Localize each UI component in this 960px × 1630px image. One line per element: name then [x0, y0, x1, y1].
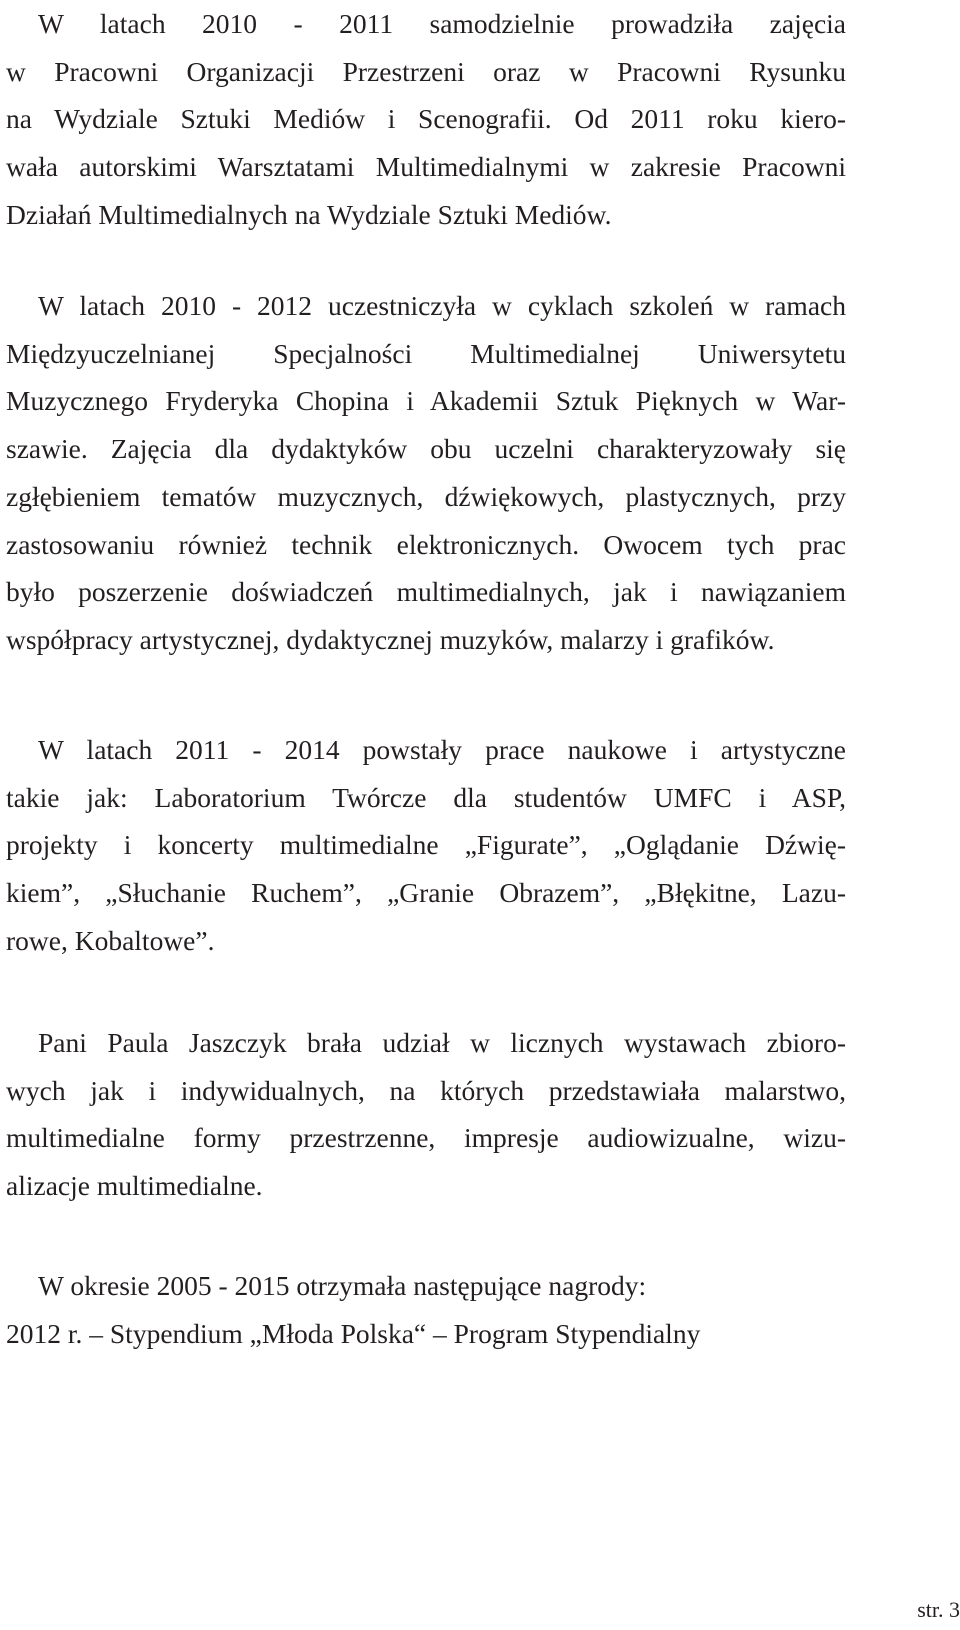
text-line: wała autorskimi Warsztatami Multimedialnymi w zakresie Pracowni	[6, 151, 846, 183]
award-line: 2012 r. – Stypendium „Młoda Polska“ – Program Stypendialny	[6, 1317, 701, 1349]
text-line: W latach 2011 - 2014 powstały prace naukowe i artystyczne	[38, 734, 846, 765]
text-line: projekty i koncerty multimedialne „Figurate”, „Oglądanie Dźwię-	[6, 829, 846, 861]
text-line: W latach 2010 - 2012 uczestniczyła w cyklach szkoleń w ramach	[38, 290, 846, 321]
text-line: takie jak: Laboratorium Twórcze dla studentów UMFC i ASP,	[6, 781, 846, 813]
text-line: Międzyuczelnianej Specjalności Multimedialnej Uniwersytetu	[6, 337, 846, 369]
text-line: wych jak i indywidualnych, na których przedstawiała malarstwo,	[6, 1074, 846, 1106]
text-line: zastosowaniu również technik elektronicznych. Owocem tych prac	[6, 528, 846, 560]
text-line: na Wydziale Sztuki Mediów i Scenografii. Od 2011 roku kiero-	[6, 103, 846, 135]
page-number: str. 3	[917, 1597, 960, 1622]
text-line: Działań Multimedialnych na Wydziale Sztuki Mediów.	[6, 198, 612, 230]
text-line: W okresie 2005 - 2015 otrzymała następujące nagrody:	[38, 1270, 647, 1301]
paragraph-training-2010-2012	[6, 282, 846, 664]
text-line: współpracy artystycznej, dydaktycznej muzyków, malarzy i grafików.	[6, 623, 775, 655]
text-line: multimedialne formy przestrzenne, impresje audiowizualne, wizu-	[6, 1122, 846, 1154]
paragraph-works-2011-2014	[6, 726, 846, 965]
text-line: szawie. Zajęcia dla dydaktyków obu uczelni charakteryzowały się	[6, 433, 846, 465]
text-line: rowe, Kobaltowe”.	[6, 924, 215, 956]
text-line: Pani Paula Jaszczyk brała udział w licznych wystawach zbioro-	[38, 1027, 846, 1058]
text-line: było poszerzenie doświadczeń multimedialnych, jak i nawiązaniem	[6, 576, 846, 608]
paragraph-exhibitions	[6, 1019, 846, 1210]
text-line: Muzycznego Fryderyka Chopina i Akademii Sztuk Pięknych w War-	[6, 385, 846, 417]
text-line: w Pracowni Organizacji Przestrzeni oraz w Pracowni Rysunku	[6, 55, 846, 87]
text-line: kiem”, „Słuchanie Ruchem”, „Granie Obrazem”, „Błękitne, Lazu-	[6, 877, 846, 909]
text-line: W latach 2010 - 2011 samodzielnie prowadziła zajęcia	[38, 8, 846, 39]
text-line: zgłębieniem tematów muzycznych, dźwiękowych, plastycznych, przy	[6, 480, 846, 512]
paragraph-awards	[6, 1262, 846, 1357]
text-line: alizacje multimedialne.	[6, 1170, 263, 1202]
paragraph-teaching-2010-2011	[6, 0, 846, 239]
